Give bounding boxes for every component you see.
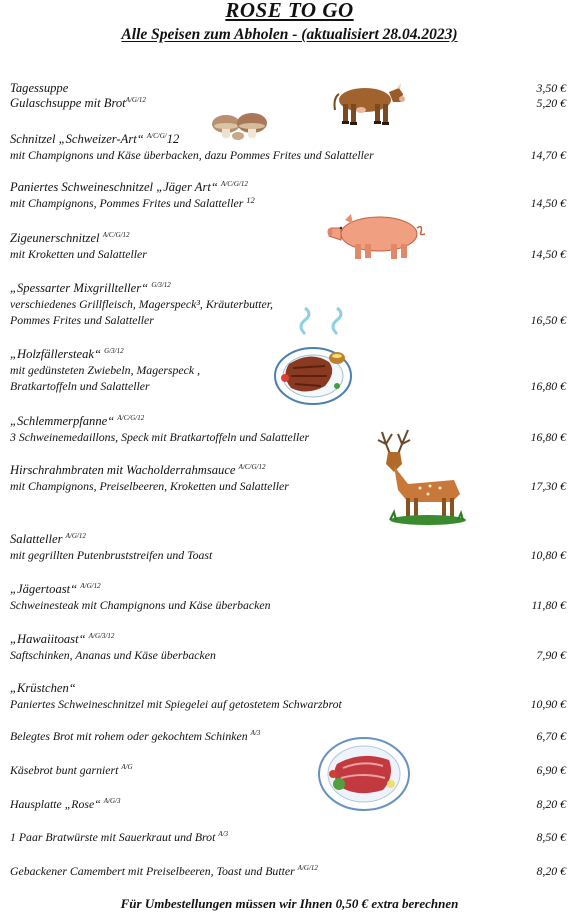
menu-item-gulaschsuppe: Gulaschsuppe mit Brot$^{A/G/12}$ 5,20 € (10, 96, 566, 110)
menu-item-schlemmerpfanne: „Schlemmerpfanne“ $^{A/C/G/12}$ 3 Schweinemedaillons, Speck mit Bratkartoffeln und Salatteller 16,80 € (10, 414, 566, 444)
menu-item-zigeunerschnitzel: Zigeunerschnitzel $^{A/C/G/12}$ mit Kroketten und Salatteller 14,50 € (10, 231, 566, 261)
menu-item-bratwuerste: 1 Paar Bratwürste mit Sauerkraut und Brot $^{A/3}$ 8,50 € (10, 830, 566, 844)
menu-item-tagessuppe: Tagessuppe 3,50 € (10, 81, 566, 95)
menu-item-kaesebrot: Käsebrot bunt garniert $^{A/G}$ 6,90 € (10, 763, 566, 777)
footer-note: Für Umbestellungen müssen wir Ihnen 0,50 € extra berechnen (120, 896, 459, 911)
menu-item-hawaiitoast: „Hawaiitoast“ $^{A/G/3/12}$ Saftschinken, Ananas und Käse überbacken 7,90 € (10, 632, 566, 662)
ham-plate-icon (317, 734, 411, 814)
menu-item-jaegertoast: „Jägertoast“ $^{A/G/12}$ Schweinesteak mit Champignons und Käse überbacken 11,80 € (10, 582, 566, 612)
steak-plate-icon (271, 306, 355, 408)
menu-item-spessarter-mixgrill: „Spessarter Mixgrillteller“ $^{G/3/12}$ verschiedenes Grillfleisch, Magerspeck³, Kräuterbutter, Pommes Frites und Salatteller 16,50 € (10, 281, 566, 327)
deer-icon (368, 428, 468, 526)
menu-item-belegtes-brot: Belegtes Brot mit rohem oder gekochtem Schinken $^{A/3}$ 6,70 € (10, 729, 566, 743)
mushrooms-icon (206, 110, 272, 142)
menu-item-kruestchen: „Krüstchen“ Paniertes Schweineschnitzel mit Spiegelei auf getostetem Schwarzbrot 10,90 € (10, 681, 566, 711)
menu-item-hirschrahmbraten: Hirschrahmbraten mit Wacholderrahmsauce $^{A/C/G/12}$ mit Champignons, Preiselbeeren, Kroketten und Salatteller 17,30 € (10, 463, 566, 493)
menu-item-salatteller: Salatteller $^{A/G/12}$ mit gegrillten Putenbruststreifen und Toast 10,80 € (10, 532, 566, 562)
pig-icon (327, 208, 427, 262)
menu-item-jaeger-schnitzel: Paniertes Schweineschnitzel „Jäger Art“ $^{A/C/G/12}$ mit Champignons, Pommes Frites und Salatteller $^{12}$ 14,50 € (10, 180, 566, 210)
menu-item-schnitzel-schweizer: Schnitzel „Schweizer-Art“ $^{A/C/G/}$12 mit Champignons und Käse überbacken, dazu Pommes Frites und Salatteller 14,70 € (10, 132, 566, 162)
cow-icon (327, 80, 407, 126)
menu-title: ROSE TO GO (225, 0, 354, 22)
menu-item-camembert: Gebackener Camembert mit Preiselbeeren, Toast und Butter $^{A/G/12}$ 8,20 € (10, 864, 566, 878)
menu-subtitle: Alle Speisen zum Abholen - (aktualisiert 28.04.2023) (121, 26, 458, 43)
menu-item-holzfaellersteak: „Holzfällersteak“ $^{G/3/12}$ mit gedünsteten Zwiebeln, Magerspeck , Bratkartoffeln und Salatteller 16,80 € (10, 347, 566, 393)
menu-item-hausplatte: Hausplatte „Rose“ $^{A/G/3}$ 8,20 € (10, 797, 566, 811)
